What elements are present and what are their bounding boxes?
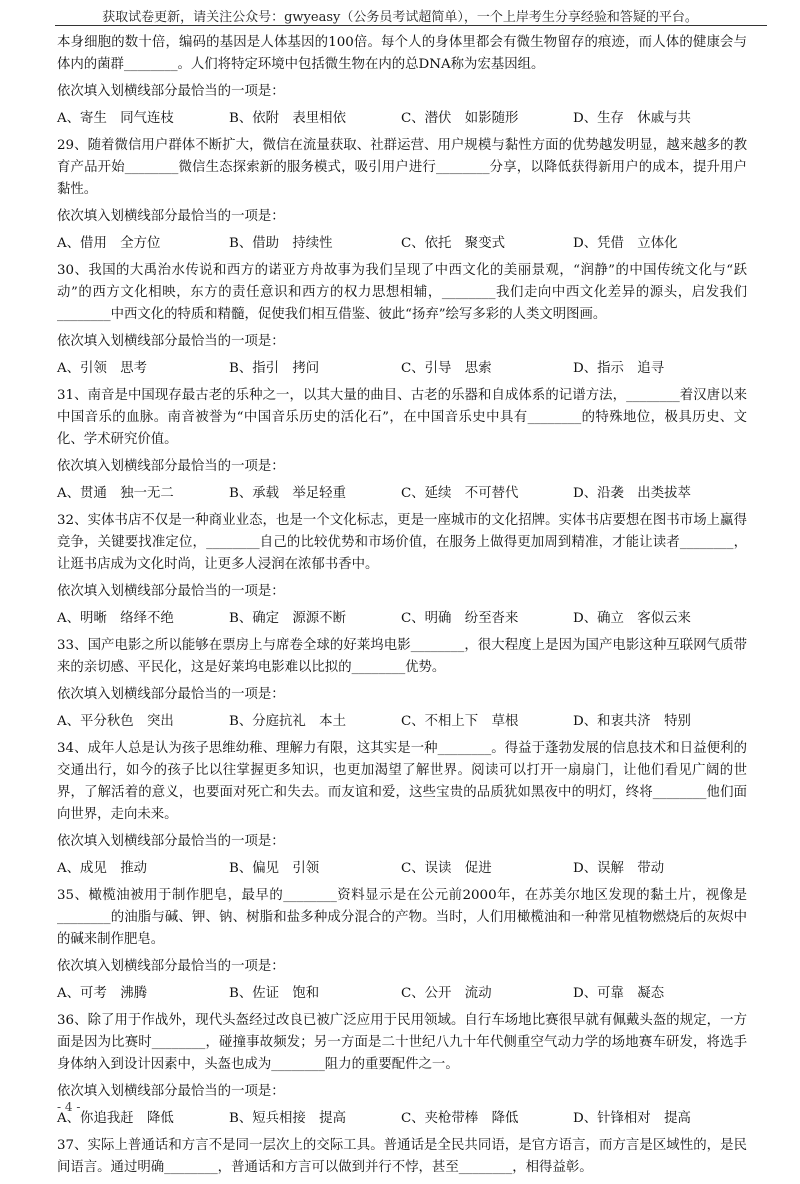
answer-option: D、生存 休戚与共 [573,111,691,126]
question-prompt: 依次填入划横线部分最恰当的一项是： [57,687,285,702]
answer-option: C、延续 不可替代 [401,486,519,501]
answer-option: B、指引 拷问 [229,361,320,376]
answer-options [57,233,747,255]
question-text: 31、南音是中国现存最古老的乐种之一，以其大量的曲目、古老的乐器和自成体系的记谱方法，________着汉唐以来中国音乐的血脉。南音被誉为“中国音乐历史的活化石”，在中国音乐史中具有________的特殊地位，极具历史、文化、学术研究价值。 [57,388,747,447]
answer-option: B、短兵相接 提高 [229,1111,346,1126]
answer-option: A、明晰 络绎不绝 [57,611,174,626]
answer-option: B、偏见 引领 [229,861,320,876]
answer-option: D、误解 带动 [573,861,665,876]
answer-option: A、寄生 同气连枝 [57,111,174,126]
question-prompt: 依次填入划横线部分最恰当的一项是： [57,209,285,224]
question-text: 36、除了用于作战外，现代头盔经过改良已被广泛应用于民用领域。自行车场地比赛很早就有佩戴头盔的规定，一方面是因为比赛时________，碰撞事故频发；另一方面是二十世纪八九十年代侧重空气动力学的场地赛车研发，将选手身体纳入到设计因素中，头盔也成为________阻力的重要配件之一。 [57,1013,747,1072]
page-header: 获取试卷更新，请关注公众号：gwyeasy（公务员考试超简单），一个上岸考生分享经验和答疑的平台。 [102,10,698,25]
header-divider [55,25,767,26]
answer-option: A、成见 推动 [57,861,148,876]
answer-option: C、依托 聚变式 [401,236,505,251]
question-text: 本身细胞的数十倍，编码的基因是人体基因的100倍。每个人的身体里都会有微生物留存的痕迹，而人体的健康会与体内的菌群________。人们将特定环境中包括微生物在内的总DNA称为宏基因组。 [57,35,747,72]
question-text: 30、我国的大禹治水传说和西方的诺亚方舟故事为我们呈现了中西文化的美丽景观，“润静”的中国传统文化与“跃动”的西方文化相映，东方的责任意识和西方的权力思想相辅，________我们走向中西文化差异的源头，启发我们________中西文化的特质和精髓，促使我们相互借鉴、彼此“扬弃”绘写多彩的人类文明图画。 [57,263,747,322]
exam-content [57,32,747,1184]
answer-options [57,483,747,505]
question-prompt: 依次填入划横线部分最恰当的一项是： [57,84,285,99]
answer-option: D、确立 客似云来 [573,611,691,626]
question-text: 34、成年人总是认为孩子思维幼稚、理解力有限，这其实是一种________。得益于蓬勃发展的信息技术和日益便利的交通出行，如今的孩子比以往掌握更多知识，也更加渴望了解世界。阅读可以打开一扇扇门，让他们看见广阔的世界，了解活着的意义，也要面对死亡和失去。而友谊和爱，这些宝贵的品质犹如黑夜中的明灯，终将________他们面向世界，走向未来。 [57,741,747,822]
answer-options [57,608,747,630]
answer-option: C、误读 促进 [401,861,492,876]
question-text: 35、橄榄油被用于制作肥皂，最早的________资料显示是在公元前2000年，在苏美尔地区发现的黏土片，视像是________的油脂与碱、钾、钠、树脂和盐多种成分混合的产物。当时，人们用橄榄油和一种常见植物燃烧后的灰烬中的碱来制作肥皂。 [57,888,747,947]
answer-option: D、指示 追寻 [573,361,665,376]
answer-option: D、凭借 立体化 [573,236,678,251]
answer-option: B、确定 源源不断 [229,611,346,626]
answer-option: B、佐证 饱和 [229,986,320,1001]
question-prompt: 依次填入划横线部分最恰当的一项是： [57,459,285,474]
answer-options [57,358,747,380]
answer-options [57,983,747,1005]
answer-option: C、夹枪带棒 降低 [401,1111,519,1126]
answer-option: A、借用 全方位 [57,236,161,251]
answer-option: A、引领 思考 [57,361,148,376]
answer-option: A、贯通 独一无二 [57,486,174,501]
question-prompt: 依次填入划横线部分最恰当的一项是： [57,959,285,974]
answer-option: A、平分秋色 突出 [57,714,174,729]
question-prompt: 依次填入划横线部分最恰当的一项是： [57,334,285,349]
answer-options [57,711,747,733]
page-number: - 4 - [57,1100,81,1114]
answer-option: D、沿袭 出类拔萃 [573,486,691,501]
question-text: 37、实际上普通话和方言不是同一层次上的交际工具。普通话是全民共同语，是官方语言，而方言是区域性的，是民间语言。通过明确________，普通话和方言可以做到并行不悖，甚至________，相得益彰。 [57,1138,747,1175]
answer-option: D、针锋相对 提高 [573,1111,691,1126]
answer-option: B、借助 持续性 [229,236,333,251]
answer-option: A、可考 沸腾 [57,986,148,1001]
answer-option: B、依附 表里相依 [229,111,346,126]
answer-options [57,108,747,130]
question-text: 29、随着微信用户群体不断扩大，微信在流量获取、社群运营、用户规模与黏性方面的优势越发明显，越来越多的教育产品开始________微信生态探索新的服务模式，吸引用户进行________分享，以降低获得新用户的成本，提升用户黏性。 [57,138,747,197]
answer-option: D、和衷共济 特别 [573,714,691,729]
answer-option: D、可靠 凝态 [573,986,665,1001]
answer-options [57,1108,747,1130]
question-prompt: 依次填入划横线部分最恰当的一项是： [57,584,285,599]
answer-option: C、明确 纷至沓来 [401,611,519,626]
answer-option: C、引导 思索 [401,361,492,376]
answer-option: C、潜伏 如影随形 [401,111,519,126]
answer-option: C、公开 流动 [401,986,492,1001]
question-text: 33、国产电影之所以能够在票房上与席卷全球的好莱坞电影________，很大程度上是因为国产电影这种互联网气质带来的亲切感、平民化，这是好莱坞电影难以比拟的________优势。 [57,638,747,675]
answer-option: C、不相上下 草根 [401,714,519,729]
answer-option: A、你追我赶 降低 [57,1111,174,1126]
answer-option: B、承载 举足轻重 [229,486,346,501]
answer-options [57,858,747,880]
question-text: 32、实体书店不仅是一种商业业态，也是一个文化标志，更是一座城市的文化招牌。实体书店要想在图书市场上赢得竞争，关键要找准定位，________自己的比较优势和市场价值，在服务上做得更加周到精准，才能让读者________，让逛书店成为文化时尚，让更多人浸润在浓郁书香中。 [57,513,747,572]
answer-option: B、分庭抗礼 本土 [229,714,346,729]
question-prompt: 依次填入划横线部分最恰当的一项是： [57,1084,285,1099]
question-prompt: 依次填入划横线部分最恰当的一项是： [57,834,285,849]
